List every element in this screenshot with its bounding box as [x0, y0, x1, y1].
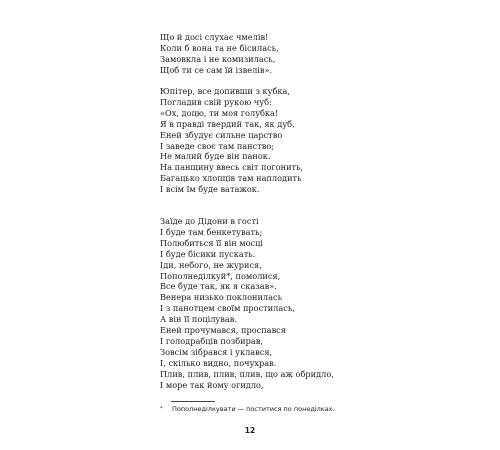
verse-line: Венера низько поклонилась: [160, 292, 283, 303]
stanza-2: [160, 86, 303, 195]
page-number: 12: [244, 426, 256, 435]
verse-line: І буде там бенкетувать;: [160, 226, 263, 237]
verse-line: І, скілько видно, почухрав.: [160, 357, 277, 368]
footnote: [160, 405, 335, 413]
verse-line: Коли б вона та не бісилась,: [160, 42, 279, 53]
verse-line: Що й досі слухає чмелів!: [160, 32, 269, 42]
footnote-text: Пополнеділкувати — поститися по понеділках.: [172, 405, 335, 413]
verse-line: Погладив свій рукою чуб:: [160, 96, 272, 107]
verse-line: Не малий буде він панок.: [160, 151, 271, 162]
verse-line: Все буде так, як я сказав».: [160, 281, 277, 292]
verse-line: Іди, небого, не журися,: [160, 259, 262, 270]
verse-line: Полюбиться її він мосці: [160, 237, 264, 248]
stanza-3: [160, 216, 295, 325]
verse-line: Еней збудує сильне царство: [160, 129, 283, 140]
verse-line: «Ох, доцю, ти моя голубка!: [160, 107, 279, 118]
verse-line: На панщину ввесь світ погонить,: [160, 162, 304, 173]
verse-line: І заведе своє там панство;: [160, 140, 275, 151]
footnote-marker: *: [160, 406, 163, 412]
verse-line: І всім їм буде ватажок.: [160, 184, 260, 195]
verse-line: І море так йому огидло,: [160, 379, 264, 390]
stanza-1: [160, 32, 279, 76]
verse-line: Щоб ти се сам їй ізвелів».: [160, 64, 273, 75]
verse-line: Пополнеділкуй*, помолися,: [160, 270, 281, 281]
verse-line: Я в правді твердий так, як дуб.: [160, 118, 295, 129]
verse-line: Заїде до Дідони в гості: [160, 216, 259, 226]
footnote-divider: [171, 401, 215, 402]
verse-line: Замовкла і не комизилась,: [160, 53, 276, 64]
verse-line: А він її поцілував.: [160, 314, 237, 325]
verse-line: І з панотцем своїм простилась,: [160, 303, 295, 314]
verse-line: Багацько хлопців там наплодить: [160, 173, 302, 184]
verse-line: Зовсім зібрався і уклався,: [160, 346, 273, 357]
verse-line: Юпітер, все допивши з кубка,: [160, 86, 291, 96]
verse-line: Еней прочумався, проспався: [160, 325, 286, 335]
stanza-4: [160, 325, 334, 390]
verse-line: І буде бісики пускать.: [160, 248, 256, 259]
verse-line: І голодрабців позбирав,: [160, 335, 263, 346]
verse-line: Плив, плив, плив, плив, що аж обридло,: [160, 368, 334, 379]
